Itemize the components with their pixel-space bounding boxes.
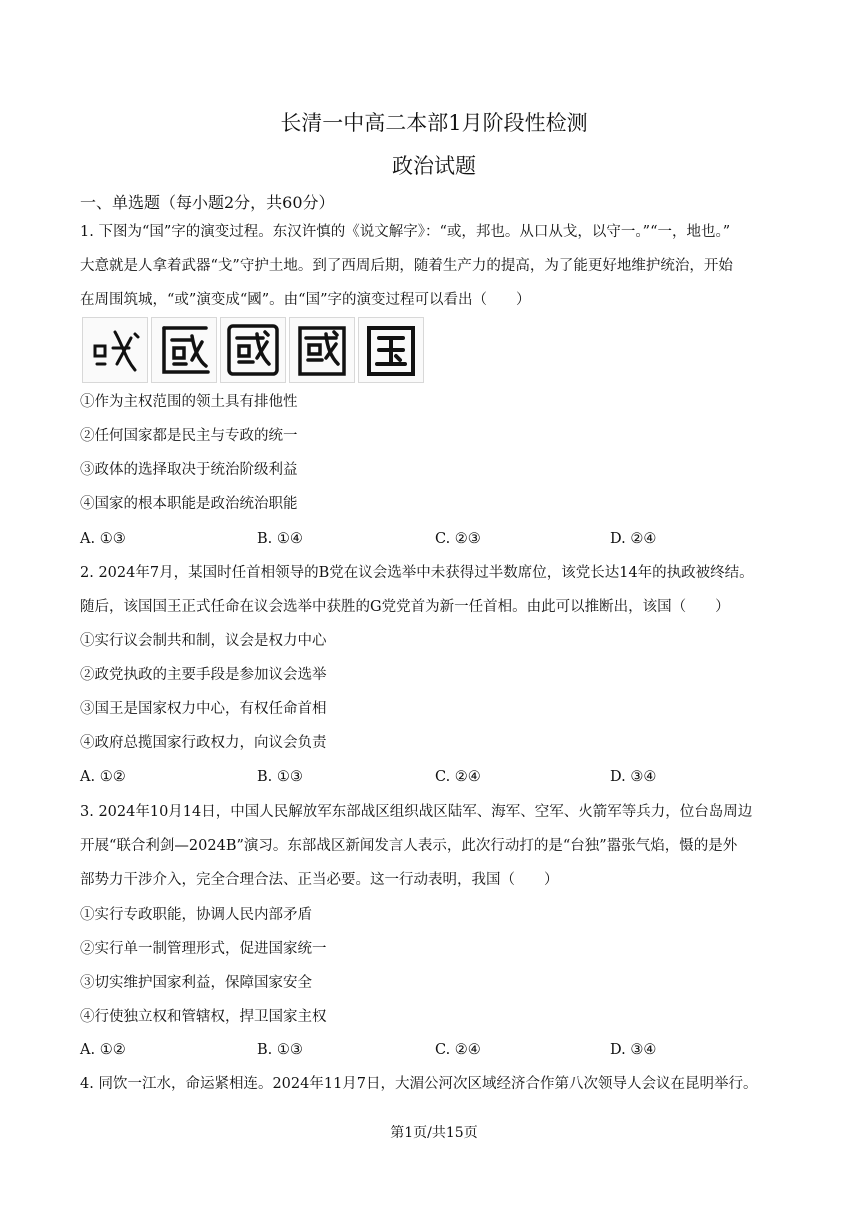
q3-statement-1: ①实行专政职能，协调人民内部矛盾	[80, 907, 312, 923]
q2-statement-1: ①实行议会制共和制，议会是权力中心	[80, 633, 327, 649]
q3-option-b[interactable]: B. ①③	[257, 1042, 303, 1058]
traditional-guo-icon	[289, 317, 355, 383]
exam-title: 长清一中高二本部1月阶段性检测	[280, 111, 588, 135]
section-heading: 一、单选题（每小题2分，共60分）	[80, 193, 335, 212]
q1-option-a[interactable]: A. ①③	[80, 531, 126, 547]
q1-option-c[interactable]: C. ②③	[435, 531, 481, 547]
guo-evolution-figure	[82, 317, 424, 383]
q1-stem-line-3: 在周围筑城，“或”演变成“國”。由“国”字的演变过程可以看出（ ）	[80, 292, 531, 308]
q2-stem-line-1: 2. 2024年7月，某国时任首相领导的B党在议会选举中未获得过半数席位，该党长达14年的执政被终结。	[80, 565, 754, 581]
q3-option-c[interactable]: C. ②④	[435, 1042, 481, 1058]
q1-statement-3: ③政体的选择取决于统治阶级利益	[80, 462, 298, 478]
q2-stem-line-2: 随后，该国国王正式任命在议会选举中获胜的G党党首为新一任首相。由此可以推断出，该国（ ）	[80, 599, 730, 615]
q1-statement-4: ④国家的根本职能是政治统治职能	[80, 496, 298, 512]
q2-statement-3: ③国王是国家权力中心，有权任命首相	[80, 701, 327, 717]
q4-stem-line-1: 4. 同饮一江水，命运紧相连。2024年11月7日，大湄公河次区域经济合作第八次领导人会议在昆明举行。	[80, 1076, 758, 1092]
q1-stem-line-2: 大意就是人拿着武器“戈”守护土地。到了西周后期，随着生产力的提高，为了能更好地维护统治，开始	[80, 258, 733, 274]
simplified-guo-icon	[358, 317, 424, 383]
page-number: 第1页/共15页	[390, 1125, 478, 1141]
q1-stem-line-1: 1. 下图为“国”字的演变过程。东汉许慎的《说文解字》：“或，邦也。从口从戈，以守一。”“一，地也。”	[80, 224, 731, 240]
q3-stem-line-1: 3. 2024年10月14日，中国人民解放军东部战区组织战区陆军、海军、空军、火箭军等兵力，位台岛周边	[80, 804, 753, 820]
q2-option-a[interactable]: A. ①②	[80, 769, 126, 785]
q3-option-a[interactable]: A. ①②	[80, 1042, 126, 1058]
q2-option-b[interactable]: B. ①③	[257, 769, 303, 785]
q3-option-d[interactable]: D. ③④	[610, 1042, 657, 1058]
q2-statement-2: ②政党执政的主要手段是参加议会选举	[80, 667, 327, 683]
q3-statement-4: ④行使独立权和管辖权，捍卫国家主权	[80, 1009, 327, 1025]
q2-option-c[interactable]: C. ②④	[435, 769, 481, 785]
q1-option-d[interactable]: D. ②④	[610, 531, 657, 547]
q3-statement-3: ③切实维护国家利益，保障国家安全	[80, 975, 312, 991]
oracle-glyph-icon	[82, 317, 148, 383]
seal-glyph-icon	[220, 317, 286, 383]
q2-statement-4: ④政府总揽国家行政权力，向议会负责	[80, 735, 327, 751]
q3-stem-line-3: 部势力干涉介入，完全合理合法、正当必要。这一行动表明，我国（ ）	[80, 872, 559, 888]
q1-option-b[interactable]: B. ①④	[257, 531, 303, 547]
q1-statement-1: ①作为主权范围的领土具有排他性	[80, 394, 298, 410]
bronze-glyph-icon	[151, 317, 217, 383]
q1-statement-2: ②任何国家都是民主与专政的统一	[80, 428, 298, 444]
q2-option-d[interactable]: D. ③④	[610, 769, 657, 785]
exam-subtitle: 政治试题	[392, 154, 476, 178]
q3-statement-2: ②实行单一制管理形式，促进国家统一	[80, 941, 327, 957]
q3-stem-line-2: 开展“联合利剑—2024B”演习。东部战区新闻发言人表示，此次行动打的是“台独”嚣张气焰，慑的是外	[80, 838, 738, 854]
